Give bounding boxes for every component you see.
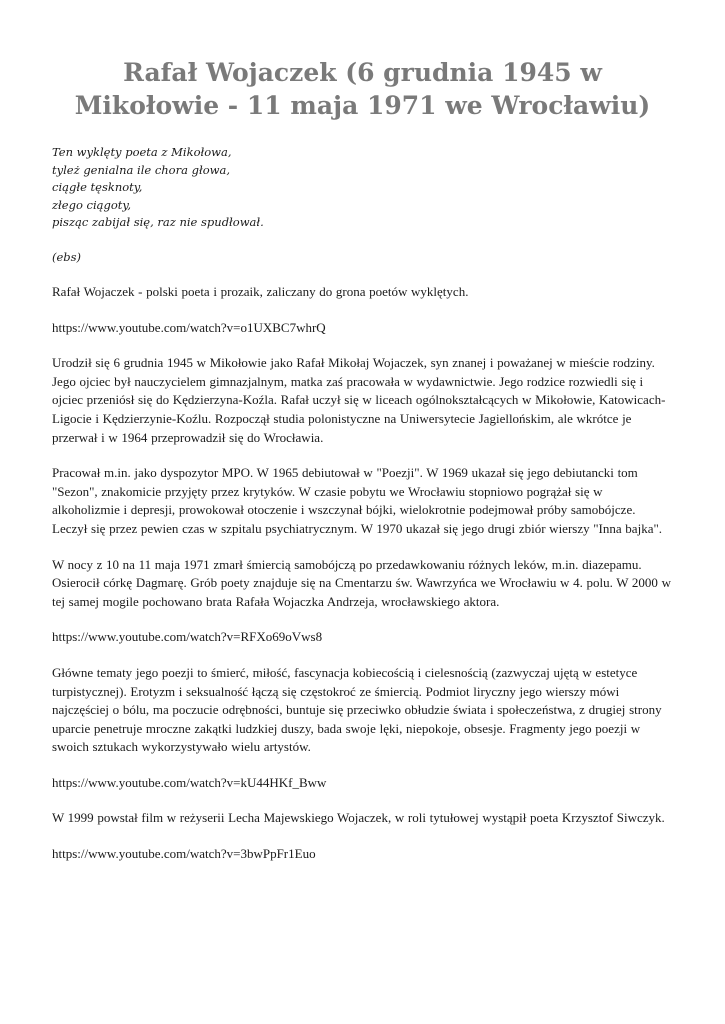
film-paragraph: W 1999 powstał film w reżyserii Lecha Majewskiego Wojaczek, w roli tytułowej wystąpił poeta Krzysztof Siwczyk. [52,810,665,826]
poem-signature: (ebs) [52,249,82,264]
youtube-link-3[interactable]: https://www.youtube.com/watch?v=kU44HKf_Bww [52,774,327,790]
poem-line: tyleż genialna ile chora głowa, [52,162,230,177]
youtube-link-1[interactable]: https://www.youtube.com/watch?v=o1UXBC7whrQ [52,319,326,335]
poem-line: Ten wyklęty poeta z Mikołowa, [52,145,232,159]
youtube-link-4[interactable]: https://www.youtube.com/watch?v=3bwPpFr1Euo [52,846,316,862]
poem-line: złego ciągoty, [52,197,132,212]
page-title: Rafał Wojaczek (6 grudnia 1945 w Mikołowie - 11 maja 1971 we Wrocławiu) [74,58,651,120]
biography-paragraph-2: Pracował m.in. jako dyspozytor MPO. W 1965 debiutował w "Poezji". W 1969 ukazał się jego debiutancki tom "Sezon", znakomicie przyjęty przez krytyków. W czasie pobytu we Wrocławiu stopniowo pogrążał się w alkoholizmie i depresji, prowokował otoczenie i wszczynał bójki, wielokrotnie podejmował próby samobójcze. Leczył się przez pewien czas w szpitalu psychiatrycznym. W 1970 ukazał się jego drugi zbiór wierszy "Inna bajka". [52,465,663,536]
poem-line: ciągłe tęsknoty, [52,180,143,194]
poem [52,144,673,232]
themes-paragraph: Główne tematy jego poezji to śmierć, miłość, fascynacja kobiecością i cielesnością (zazwyczaj ujętą w estetyce turpistycznej). Erotyzm i seksualność łączą się częstokroć ze śmiercią. Podmiot liryczny jego wierszy mówi najczęściej o bólu, ma poczucie odrębności, buntuje się przeciwko obłudzie świata i społeczeństwa, z drugiej strony uparcie penetruje mroczne zakątki ludzkiej duszy, bada swoje lęki, niepokoje, obsesje. Fragmenty jego poezji w swoich sztukach wykorzystywało wielu artystów. [52,664,662,755]
youtube-link-2[interactable]: https://www.youtube.com/watch?v=RFXo69oVws8 [52,629,323,645]
biography-paragraph-1: Urodził się 6 grudnia 1945 w Mikołowie jako Rafał Mikołaj Wojaczek, syn znanej i poważanej w mieście rodziny. Jego ojciec był nauczycielem gimnazjalnym, matka zaś pracowała w wydawnictwie. Jego rodzice rozwiedli się i ojciec przeniósł się do Kędzierzyna-Koźla. Rafał uczył się w liceach ogólnokształcących w Mikołowie, Katowicach-Ligocie i Kędzierzynie-Koźlu. Rozpoczął studia polonistyczne na Uniwersytecie Jagiellońskim, ale wkrótce je przerwał i w 1964 przeprowadził się do Wrocławia. [52,355,666,445]
poem-line: pisząc zabijał się, raz nie spudłował. [52,215,264,229]
intro-paragraph: Rafał Wojaczek - polski poeta i prozaik, zaliczany do grona poetów wyklętych. [52,284,469,299]
biography-paragraph-3: W nocy z 10 na 11 maja 1971 zmarł śmiercią samobójczą po przedawkowaniu różnych leków, m.in. diazepamu. Osierocił córkę Dagmarę. Grób poety znajduje się na Cmentarzu św. Wawrzyńca we Wrocławiu w 4. polu. W 2000 w tej samej mogile pochowano brata Rafała Wojaczka Andrzeja, wrocławskiego aktora. [52,556,671,609]
